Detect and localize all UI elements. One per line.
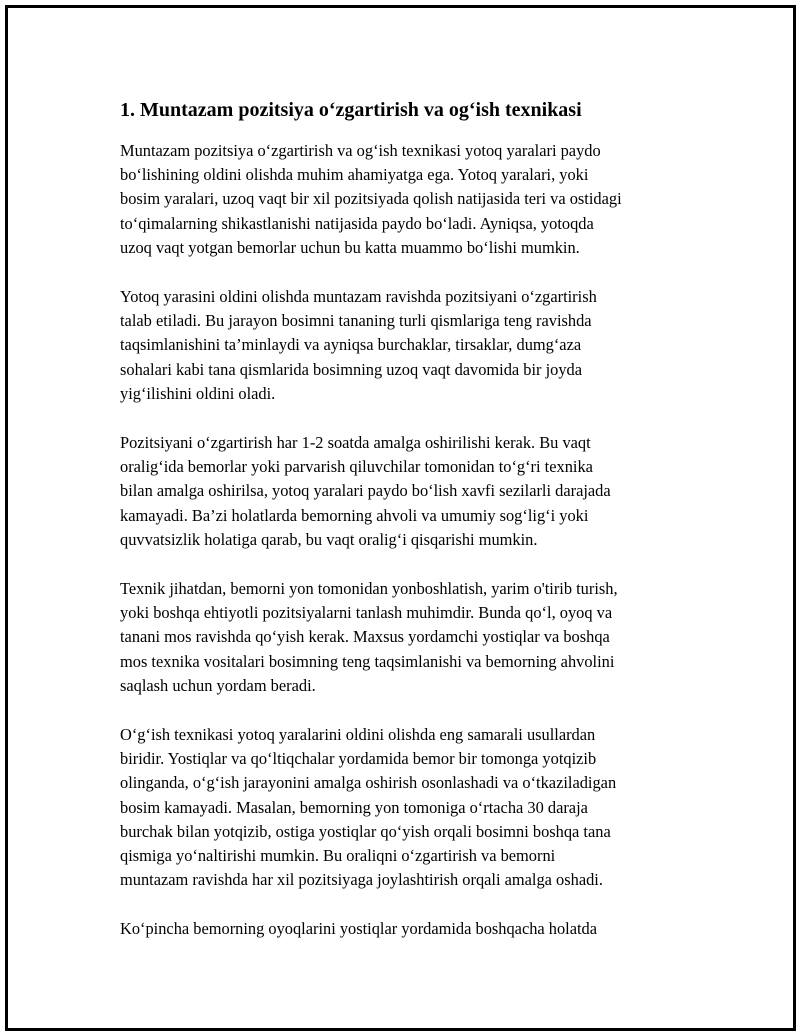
paragraph-line: bo‘lishining oldini olishda muhim ahamiyatga ega. Yotoq yaralari, yoki bbox=[120, 165, 589, 185]
paragraph-line: bosim yaralari, uzoq vaqt bir xil pozitsiyada qolish natijasida teri va ostidagi bbox=[120, 189, 622, 209]
document-body bbox=[120, 96, 710, 967]
page-frame bbox=[5, 5, 796, 1031]
paragraph-line: burchak bilan yotqizib, ostiga yostiqlar qo‘yish orqali bosimni boshqa tana bbox=[120, 821, 611, 841]
paragraph-line: Pozitsiyani o‘zgartirish har 1-2 soatda amalga oshirilishi kerak. Bu vaqt bbox=[120, 433, 591, 453]
paragraph-line: qismiga yo‘naltirishi mumkin. Bu oraliqni o‘zgartirish va bemorni bbox=[120, 846, 556, 866]
paragraph-5 bbox=[120, 723, 710, 892]
paragraph-line: yig‘ilishini oldini oladi. bbox=[120, 383, 276, 403]
paragraph-line: olinganda, o‘g‘ish jarayonini amalga oshirish osonlashadi va o‘tkaziladigan bbox=[120, 773, 617, 793]
paragraph-line: saqlash uchun yordam beradi. bbox=[120, 675, 316, 695]
paragraph-1 bbox=[120, 139, 710, 260]
paragraph-line: quvvatsizlik holatiga qarab, bu vaqt oralig‘i qisqarishi mumkin. bbox=[120, 529, 538, 549]
paragraph-line: biridir. Yostiqlar va qo‘ltiqchalar yordamida bemor bir tomonga yotqizib bbox=[120, 749, 597, 769]
paragraph-line: Ko‘pincha bemorning oyoqlarini yostiqlar yordamida boshqacha holatda bbox=[120, 919, 598, 939]
paragraph-line: kamayadi. Ba’zi holatlarda bemorning ahvoli va umumiy sog‘lig‘i yoki bbox=[120, 505, 589, 525]
paragraph-3 bbox=[120, 431, 710, 552]
paragraph-line: Muntazam pozitsiya o‘zgartirish va og‘ish texnikasi yotoq yaralari paydo bbox=[120, 141, 601, 160]
paragraph-line: bosim kamayadi. Masalan, bemorning yon tomoniga o‘rtacha 30 daraja bbox=[120, 797, 588, 817]
paragraph-line: yoki boshqa ehtiyotli pozitsiyalarni tanlash muhimdir. Bunda qo‘l, oyoq va bbox=[120, 603, 613, 623]
paragraph-line: Texnik jihatdan, bemorni yon tomonidan yonboshlatish, yarim o'tirib turish, bbox=[120, 579, 618, 599]
paragraph-line: talab etiladi. Bu jarayon bosimni tananing turli qismlariga teng ravishda bbox=[120, 311, 592, 331]
paragraph-line: Yotoq yarasini oldini olishda muntazam ravishda pozitsiyani o‘zgartirish bbox=[120, 287, 597, 307]
paragraph-line: sohalari kabi tana qismlarida bosimning uzoq vaqt davomida bir joyda bbox=[120, 359, 583, 379]
paragraph-4 bbox=[120, 577, 710, 698]
paragraph-line: to‘qimalarning shikastlanishi natijasida paydo bo‘ladi. Ayniqsa, yotoqda bbox=[120, 213, 594, 233]
paragraph-line: oralig‘ida bemorlar yoki parvarish qiluvchilar tomonidan to‘g‘ri texnika bbox=[120, 457, 593, 477]
paragraph-line: taqsimlanishini ta’minlaydi va ayniqsa burchaklar, tirsaklar, dumg‘aza bbox=[120, 335, 582, 355]
paragraph-line: mos texnika vositalari bosimning teng taqsimlanishi va bemorning ahvolini bbox=[120, 651, 615, 671]
paragraph-line: uzoq vaqt yotgan bemorlar uchun bu katta muammo bo‘lishi mumkin. bbox=[120, 237, 580, 257]
paragraph-line: O‘g‘ish texnikasi yotoq yaralarini oldini olishda eng samarali usullardan bbox=[120, 725, 596, 745]
paragraph-2 bbox=[120, 285, 710, 406]
paragraph-line: muntazam ravishda har xil pozitsiyaga joylashtirish orqali amalga oshadi. bbox=[120, 870, 603, 890]
paragraph-line: tanani mos ravishda qo‘yish kerak. Maxsus yordamchi yostiqlar va boshqa bbox=[120, 627, 610, 647]
paragraph-6 bbox=[120, 917, 710, 941]
paragraph-line: bilan amalga oshirilsa, yotoq yaralari paydo bo‘lish xavfi sezilarli darajada bbox=[120, 481, 611, 501]
section-heading: 1. Muntazam pozitsiya o‘zgartirish va og‘ish texnikasi bbox=[120, 99, 582, 121]
